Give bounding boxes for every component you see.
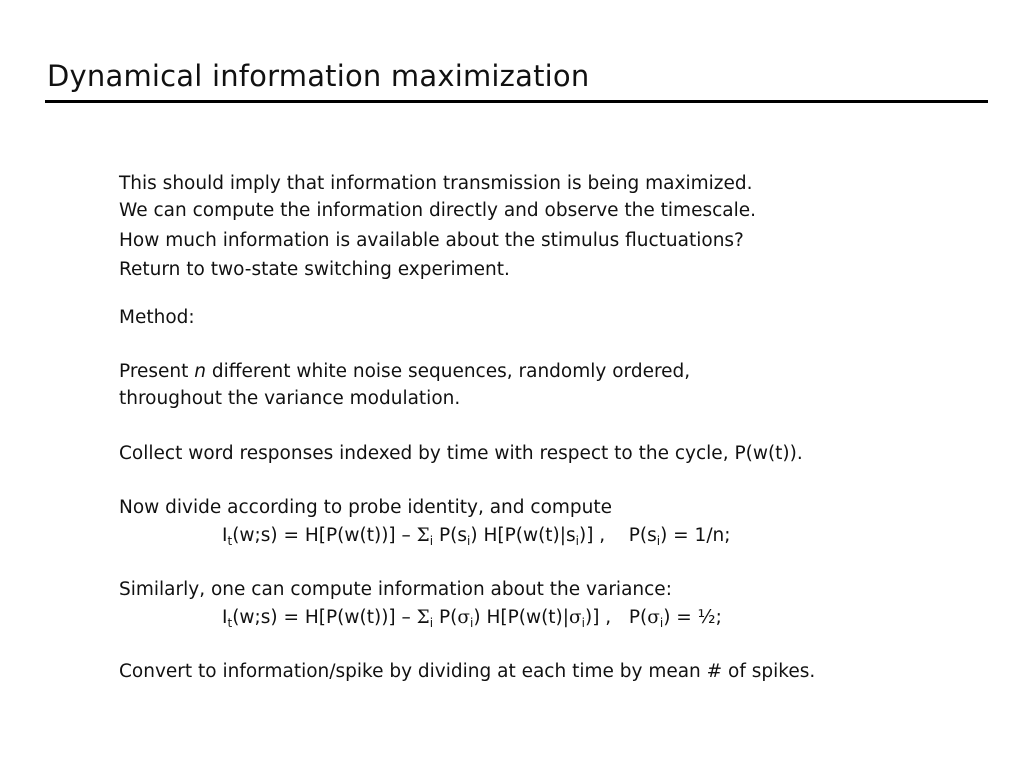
eq2-part-d: )] , P(	[584, 607, 648, 628]
eq2-I: I	[222, 607, 228, 628]
equation-variance	[222, 606, 722, 630]
eq2-part-c: ) H[P(w(t)|	[473, 607, 569, 628]
eq1-sub-i1: i	[429, 534, 434, 548]
collect-line: Collect word responses indexed by time with respect to the cycle, P(w(t)).	[119, 443, 803, 464]
eq1-sub-i3: i	[575, 534, 579, 548]
eq2-sigma-1: σ	[457, 607, 470, 628]
present-line-2: throughout the variance modulation.	[119, 388, 461, 409]
present-prefix: Present	[119, 361, 195, 382]
eq2-part-b: P(	[433, 607, 458, 628]
eq2-sub-t: t	[227, 616, 233, 630]
eq1-part-a: (w;s) = H[P(w(t))] –	[232, 525, 417, 546]
eq2-sub-i3: i	[581, 616, 585, 630]
eq1-sub-i2: i	[467, 534, 471, 548]
eq2-sigma-2: σ	[569, 607, 582, 628]
eq2-sub-i1: i	[429, 616, 434, 630]
method-label: Method:	[119, 307, 195, 328]
eq2-sum-symbol: Σ	[416, 607, 430, 628]
eq1-part-b: P(s	[433, 525, 467, 546]
title-underline	[45, 100, 988, 103]
equation-stimulus	[222, 524, 731, 548]
present-line-1	[119, 360, 690, 384]
slide-title: Dynamical information maximization	[47, 59, 590, 93]
intro-line-2: We can compute the information directly and observe the timescale.	[119, 200, 757, 221]
similarly-line: Similarly, one can compute information about the variance:	[119, 579, 672, 600]
eq1-sub-t: t	[227, 534, 233, 548]
eq2-sigma-3: σ	[647, 607, 660, 628]
convert-line: Convert to information/spike by dividing at each time by mean # of spikes.	[119, 661, 816, 682]
intro-line-3: How much information is available about the stimulus fluctuations?	[119, 230, 744, 251]
eq2-sub-i2: i	[470, 616, 474, 630]
present-suffix: different white noise sequences, randomly ordered,	[206, 361, 691, 382]
eq1-part-e: ) = 1/n;	[660, 525, 731, 546]
eq2-part-e: ) = ½;	[663, 607, 722, 628]
eq1-I: I	[222, 525, 228, 546]
eq2-part-a: (w;s) = H[P(w(t))] –	[232, 607, 417, 628]
divide-line: Now divide according to probe identity, and compute	[119, 497, 613, 518]
eq1-part-c: ) H[P(w(t)|s	[470, 525, 576, 546]
present-n: n	[194, 361, 207, 382]
eq2-sub-i4: i	[659, 616, 664, 630]
eq1-sum-symbol: Σ	[416, 525, 430, 546]
intro-line-4: Return to two-state switching experiment.	[119, 259, 510, 280]
eq1-part-d: )] , P(s	[578, 525, 657, 546]
intro-line-1: This should imply that information transmission is being maximized.	[119, 173, 753, 194]
eq1-sub-i4: i	[656, 534, 661, 548]
